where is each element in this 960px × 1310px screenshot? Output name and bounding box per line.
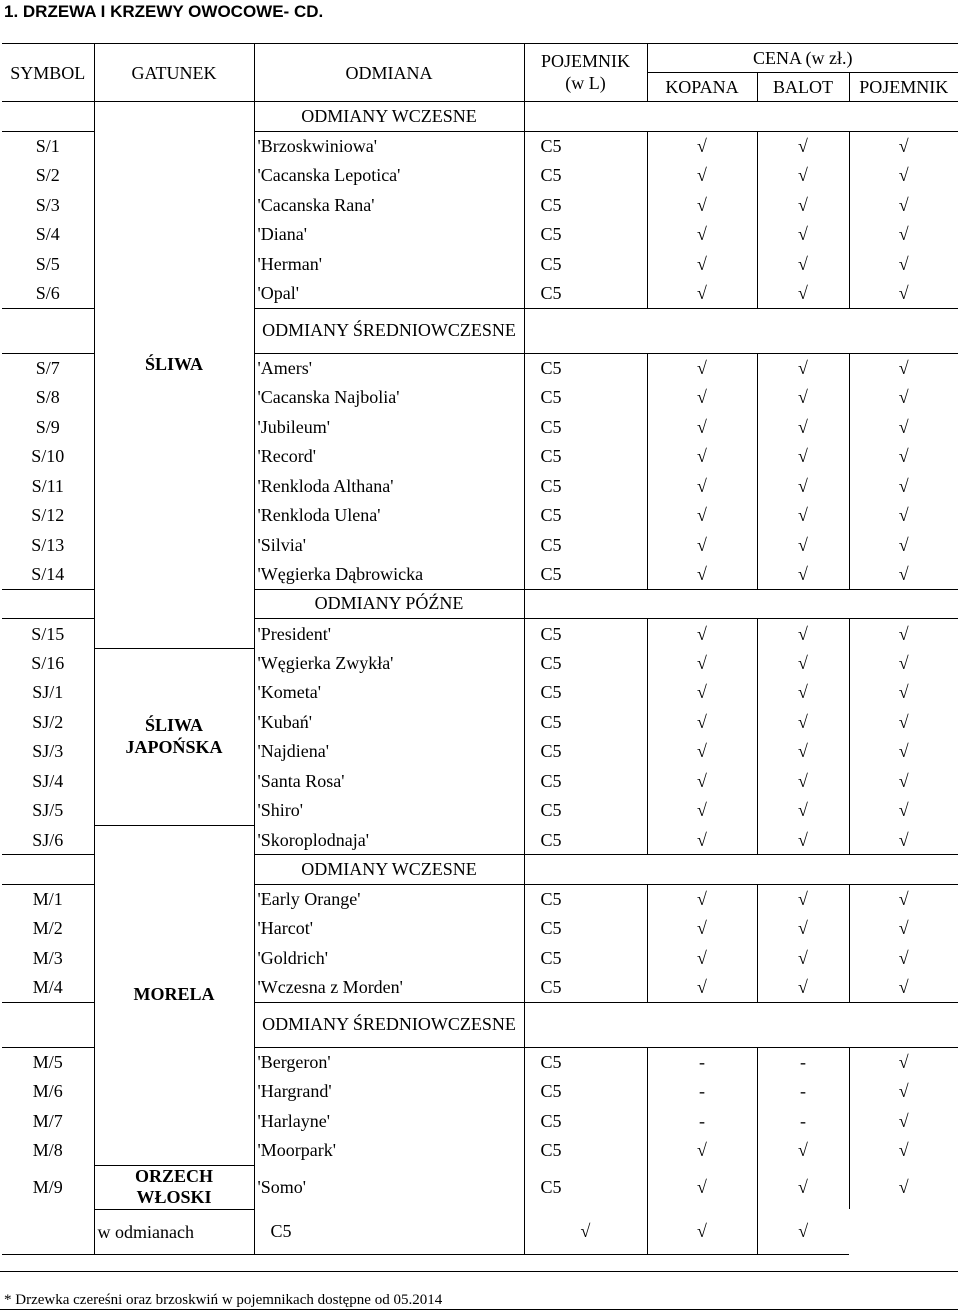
pojemnik-cell: C5 (524, 442, 647, 472)
kopana-cell: √ (647, 530, 757, 560)
section-symbol-cell (2, 308, 94, 353)
header-pojemnik-unit: (w L) (565, 72, 606, 93)
pojemnik-cell: C5 (524, 412, 647, 442)
header-kopana: KOPANA (647, 73, 757, 102)
kopana-cell: - (647, 1077, 757, 1107)
pojemnik-price-cell: √ (898, 387, 909, 408)
section-filler (524, 102, 958, 132)
symbol-cell (2, 1209, 94, 1254)
symbol-cell: M/7 (2, 1106, 94, 1136)
balot-cell: √ (757, 884, 849, 914)
kopana-cell: √ (647, 737, 757, 767)
section-filler (524, 589, 958, 619)
kopana-cell: √ (647, 1165, 757, 1209)
balot-cell: √ (757, 501, 849, 531)
pojemnik-price-cell: √ (898, 889, 909, 909)
symbol-cell: S/11 (2, 471, 94, 501)
odmiana-cell: 'Diana' (254, 220, 524, 250)
odmiana-cell: 'Silvia' (254, 530, 524, 560)
header-cena: CENA (w zł.) (647, 44, 958, 73)
balot-cell: - (757, 1047, 849, 1077)
pojemnik-cell: C5 (524, 648, 647, 678)
symbol-cell: S/6 (2, 279, 94, 309)
balot-cell: √ (757, 825, 849, 855)
symbol-cell: M/2 (2, 914, 94, 944)
kopana-cell: √ (647, 279, 757, 309)
balot-cell: √ (757, 737, 849, 767)
pojemnik-price-cell: √ (898, 1052, 909, 1072)
symbol-cell: S/1 (2, 131, 94, 161)
balot-cell: √ (757, 766, 849, 796)
symbol-cell: S/16 (2, 648, 94, 678)
kopana-cell: √ (647, 412, 757, 442)
balot-cell: √ (757, 412, 849, 442)
pojemnik-cell: C5 (524, 1165, 647, 1209)
symbol-cell: M/3 (2, 943, 94, 973)
species-name: WŁOSKI (136, 1187, 212, 1208)
species-name: MORELA (133, 984, 215, 1005)
kopana-cell: √ (647, 353, 757, 383)
pojemnik-price-cell: √ (898, 623, 909, 644)
pojemnik-cell: C5 (524, 383, 647, 413)
species-cell (94, 102, 254, 649)
odmiana-cell: 'Hargrand' (254, 1077, 524, 1107)
symbol-cell: S/15 (2, 619, 94, 649)
pojemnik-cell: C5 (524, 353, 647, 383)
odmiana-cell: 'Węgierka Dąbrowicka (254, 560, 524, 590)
kopana-cell: √ (647, 220, 757, 250)
balot-cell: √ (757, 707, 849, 737)
symbol-cell: S/9 (2, 412, 94, 442)
species-name: JAPOŃSKA (125, 736, 223, 757)
balot-cell: √ (757, 220, 849, 250)
balot-cell: √ (757, 619, 849, 649)
kopana-cell: √ (647, 796, 757, 826)
kopana-cell: √ (647, 648, 757, 678)
balot-cell: √ (757, 973, 849, 1003)
pojemnik-price-cell: √ (898, 800, 909, 821)
pojemnik-price-cell: √ (898, 682, 909, 703)
odmiana-cell: 'Santa Rosa' (254, 766, 524, 796)
section-filler (524, 1002, 958, 1047)
section-heading: ODMIANY WCZESNE (254, 102, 524, 132)
balot-cell: - (757, 1077, 849, 1107)
pojemnik-cell: C5 (524, 914, 647, 944)
pojemnik-cell: C5 (524, 1106, 647, 1136)
table-row (2, 1165, 958, 1209)
pojemnik-price-cell: √ (898, 652, 909, 673)
odmiana-cell: 'Bergeron' (254, 1047, 524, 1077)
kopana-cell: √ (647, 501, 757, 531)
balot-cell: √ (757, 796, 849, 826)
section-heading: ODMIANY PÓŹNE (254, 589, 524, 619)
odmiana-cell: 'Cacanska Najbolia' (254, 383, 524, 413)
pojemnik-price-cell: √ (898, 165, 909, 186)
kopana-cell: √ (647, 973, 757, 1003)
section-symbol-cell (2, 102, 94, 132)
pojemnik-cell: C5 (524, 560, 647, 590)
pojemnik-price-cell: √ (898, 1140, 909, 1161)
table-row (2, 825, 958, 855)
species-name: ŚLIWA (144, 714, 204, 735)
pojemnik-price-cell: √ (849, 973, 958, 1003)
odmiana-cell: 'Węgierka Zwykła' (254, 648, 524, 678)
pojemnik-cell: C5 (524, 1077, 647, 1107)
symbol-cell: SJ/5 (2, 796, 94, 826)
balot-cell: √ (757, 530, 849, 560)
pojemnik-price-cell: √ (898, 947, 909, 968)
pojemnik-cell: C5 (524, 619, 647, 649)
header-symbol: SYMBOL (2, 44, 94, 102)
section-heading: ODMIANY ŚREDNIOWCZESNE (254, 1002, 524, 1047)
odmiana-cell: 'Najdiena' (254, 737, 524, 767)
pojemnik-cell: C5 (524, 190, 647, 220)
odmiana-cell: 'President' (254, 619, 524, 649)
pojemnik-cell: C5 (524, 161, 647, 191)
balot-cell: √ (757, 442, 849, 472)
balot-cell: √ (757, 190, 849, 220)
pojemnik-price-cell: √ (898, 741, 909, 762)
symbol-cell: S/10 (2, 442, 94, 472)
kopana-cell: √ (647, 619, 757, 649)
section-row (2, 102, 958, 132)
kopana-cell: √ (647, 383, 757, 413)
section-symbol-cell (2, 589, 94, 619)
pojemnik-cell: C5 (524, 707, 647, 737)
odmiana-cell: 'Opal' (254, 279, 524, 309)
odmiana-cell: 'Harcot' (254, 914, 524, 944)
pojemnik-price-cell: √ (898, 446, 909, 467)
symbol-cell: M/6 (2, 1077, 94, 1107)
symbol-cell: SJ/3 (2, 737, 94, 767)
species-name: ORZECH (134, 1165, 213, 1186)
kopana-cell: √ (647, 884, 757, 914)
odmiana-cell: 'Herman' (254, 249, 524, 279)
pojemnik-cell: C5 (524, 943, 647, 973)
section-heading: ODMIANY ŚREDNIOWCZESNE (254, 308, 524, 353)
table-row (2, 648, 958, 678)
species-name: ŚLIWA (144, 353, 204, 374)
header-balot: BALOT (757, 73, 849, 102)
balot-cell: √ (757, 279, 849, 309)
pojemnik-cell: C5 (524, 796, 647, 826)
pojemnik-price-cell: √ (898, 711, 909, 732)
symbol-cell: SJ/6 (2, 825, 94, 855)
footnote (0, 1271, 958, 1310)
pojemnik-cell: C5 (524, 279, 647, 309)
odmiana-cell: 'Record' (254, 442, 524, 472)
section-heading: ODMIANY WCZESNE (254, 855, 524, 885)
kopana-cell: √ (647, 943, 757, 973)
pojemnik-price-cell: √ (898, 136, 909, 156)
pojemnik-price-cell: √ (898, 1081, 909, 1102)
odmiana-cell: 'Kometa' (254, 678, 524, 708)
symbol-cell: SJ/1 (2, 678, 94, 708)
symbol-cell: M/5 (2, 1047, 94, 1077)
kopana-cell: √ (524, 1209, 647, 1254)
pojemnik-cell: C5 (524, 1047, 647, 1077)
pojemnik-price-cell: √ (898, 194, 909, 215)
odmiana-cell: 'Wczesna z Morden' (254, 973, 524, 1003)
symbol-cell: S/5 (2, 249, 94, 279)
species-cell (94, 1165, 254, 1209)
symbol-cell: S/4 (2, 220, 94, 250)
odmiana-cell: 'Goldrich' (254, 943, 524, 973)
odmiana-cell: 'Renkloda Ulena' (254, 501, 524, 531)
balot-cell: √ (757, 383, 849, 413)
pojemnik-cell: C5 (524, 1136, 647, 1166)
pojemnik-price-cell: √ (849, 560, 958, 590)
odmiana-cell: 'Cacanska Rana' (254, 190, 524, 220)
balot-cell: √ (757, 131, 849, 161)
balot-cell: √ (757, 1136, 849, 1166)
header-pojemnik (524, 44, 647, 102)
odmiana-cell: 'Skoroplodnaja' (254, 825, 524, 855)
odmiana-cell: w odmianach (94, 1209, 254, 1254)
balot-cell: √ (757, 1165, 849, 1209)
pojemnik-cell: C5 (524, 249, 647, 279)
symbol-cell: S/14 (2, 560, 94, 590)
section-symbol-cell (2, 855, 94, 885)
pojemnik-price-cell: √ (898, 1110, 909, 1131)
pojemnik-cell: C5 (524, 131, 647, 161)
pojemnik-price-cell: √ (898, 534, 909, 555)
pojemnik-price-cell: √ (757, 1209, 849, 1254)
pojemnik-cell: C5 (524, 825, 647, 855)
pojemnik-price-cell: √ (898, 416, 909, 437)
kopana-cell: √ (647, 914, 757, 944)
header-row (2, 44, 958, 73)
odmiana-cell: 'Brzoskwiniowa' (254, 131, 524, 161)
balot-cell: - (757, 1106, 849, 1136)
balot-cell: √ (757, 161, 849, 191)
pojemnik-price-cell: √ (898, 358, 909, 378)
balot-cell: √ (757, 943, 849, 973)
pojemnik-cell: C5 (524, 973, 647, 1003)
pojemnik-cell: C5 (524, 737, 647, 767)
symbol-cell: M/9 (2, 1165, 94, 1209)
odmiana-cell: 'Kubań' (254, 707, 524, 737)
kopana-cell: √ (647, 131, 757, 161)
symbol-cell: M/4 (2, 973, 94, 1003)
pojemnik-price-cell: √ (849, 279, 958, 309)
symbol-cell: SJ/2 (2, 707, 94, 737)
kopana-cell: - (647, 1047, 757, 1077)
pojemnik-cell: C5 (524, 678, 647, 708)
header-odmiana: ODMIANA (254, 44, 524, 102)
pojemnik-price-cell: √ (898, 1177, 909, 1198)
pojemnik-price-cell: √ (898, 770, 909, 791)
symbol-cell: S/8 (2, 383, 94, 413)
pojemnik-cell: C5 (524, 766, 647, 796)
kopana-cell: √ (647, 249, 757, 279)
symbol-cell: S/3 (2, 190, 94, 220)
kopana-cell: √ (647, 766, 757, 796)
page-title: 1. DRZEWA I KRZEWY OWOCOWE- CD. (4, 2, 324, 21)
footnote-text: * Drzewka czereśni oraz brzoskwiń w pojemnikach dostępne od 05.2014 (4, 1292, 443, 1308)
pojemnik-price-cell: √ (898, 505, 909, 526)
kopana-cell: √ (647, 161, 757, 191)
section-symbol-cell (2, 1002, 94, 1047)
kopana-cell: √ (647, 442, 757, 472)
odmiana-cell: 'Cacanska Lepotica' (254, 161, 524, 191)
pojemnik-price-cell: √ (898, 918, 909, 939)
pojemnik-cell: C5 (254, 1209, 524, 1254)
species-cell (94, 648, 254, 825)
odmiana-cell: 'Renkloda Althana' (254, 471, 524, 501)
section-filler (524, 855, 958, 885)
symbol-cell: SJ/4 (2, 766, 94, 796)
pojemnik-price-cell: √ (849, 825, 958, 855)
kopana-cell: √ (647, 1136, 757, 1166)
symbol-cell: S/13 (2, 530, 94, 560)
pojemnik-price-cell: √ (898, 224, 909, 245)
kopana-cell: √ (647, 678, 757, 708)
symbol-cell: S/2 (2, 161, 94, 191)
price-table (2, 43, 958, 1255)
pojemnik-cell: C5 (524, 501, 647, 531)
kopana-cell: √ (647, 190, 757, 220)
odmiana-cell: 'Jubileum' (254, 412, 524, 442)
section-filler (524, 308, 958, 353)
pojemnik-cell: C5 (524, 471, 647, 501)
symbol-cell: M/8 (2, 1136, 94, 1166)
odmiana-cell: 'Amers' (254, 353, 524, 383)
pojemnik-price-cell: √ (898, 253, 909, 274)
pojemnik-cell: C5 (524, 220, 647, 250)
kopana-cell: √ (647, 825, 757, 855)
odmiana-cell: 'Shiro' (254, 796, 524, 826)
header-pojemnik-price: POJEMNIK (849, 73, 958, 102)
species-cell (94, 825, 254, 1165)
symbol-cell: M/1 (2, 884, 94, 914)
kopana-cell: √ (647, 471, 757, 501)
odmiana-cell: 'Early Orange' (254, 884, 524, 914)
odmiana-cell: 'Somo' (254, 1165, 524, 1209)
kopana-cell: √ (647, 707, 757, 737)
kopana-cell: - (647, 1106, 757, 1136)
header-pojemnik-label: POJEMNIK (540, 50, 630, 71)
odmiana-cell: 'Harlayne' (254, 1106, 524, 1136)
symbol-cell: S/7 (2, 353, 94, 383)
table-row (2, 1209, 958, 1254)
pojemnik-price-cell: √ (898, 475, 909, 496)
balot-cell: √ (757, 560, 849, 590)
balot-cell: √ (757, 678, 849, 708)
symbol-cell: S/12 (2, 501, 94, 531)
balot-cell: √ (647, 1209, 757, 1254)
pojemnik-cell: C5 (524, 530, 647, 560)
header-gatunek: GATUNEK (94, 44, 254, 102)
balot-cell: √ (757, 914, 849, 944)
odmiana-cell: 'Moorpark' (254, 1136, 524, 1166)
balot-cell: √ (757, 353, 849, 383)
balot-cell: √ (757, 648, 849, 678)
kopana-cell: √ (647, 560, 757, 590)
balot-cell: √ (757, 249, 849, 279)
balot-cell: √ (757, 471, 849, 501)
pojemnik-cell: C5 (524, 884, 647, 914)
